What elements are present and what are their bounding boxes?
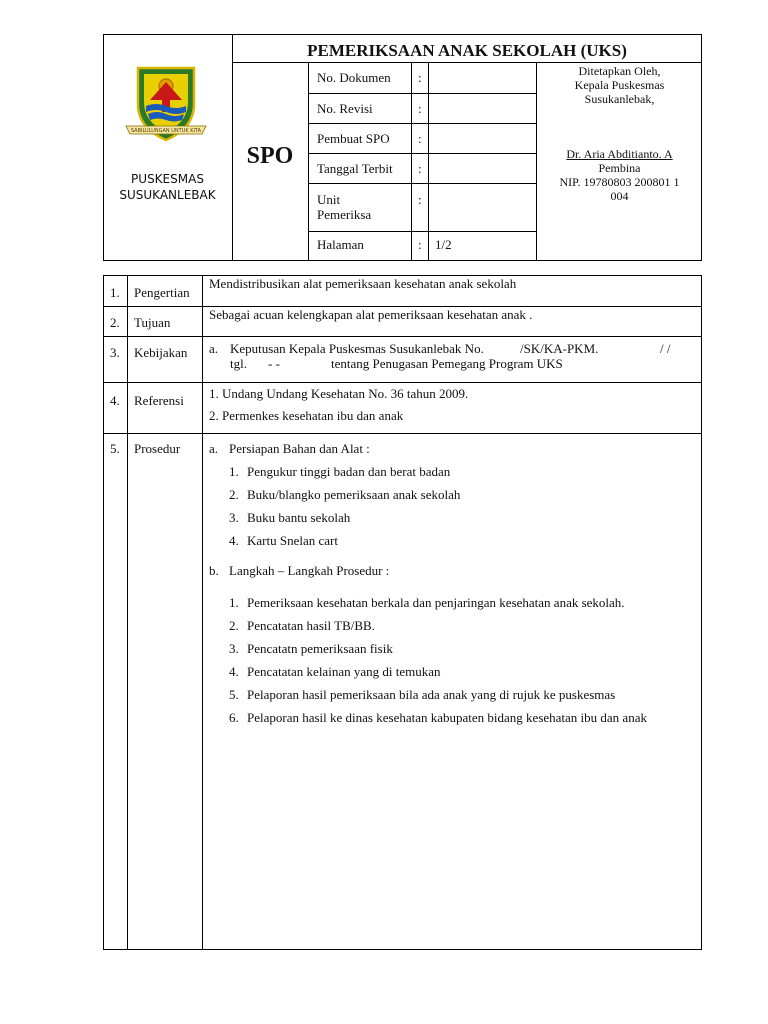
field-row-line	[308, 153, 536, 154]
field-row-line	[308, 123, 536, 124]
list-number: 3.	[229, 641, 239, 656]
row-line	[103, 433, 702, 434]
field-colon: :	[418, 131, 422, 146]
list-item: Pelaporan hasil pemeriksaan bila ada anak yang di rujuk ke puskesmas	[247, 687, 616, 702]
row-line	[103, 336, 702, 337]
kebijakan-marker: a.	[209, 341, 219, 356]
section-number: 2.	[110, 315, 120, 330]
section-label-prosedur: Prosedur	[134, 441, 181, 456]
section-number: 3.	[110, 345, 120, 360]
org-name-line2: SUSUKANLEBAK	[119, 188, 216, 202]
kebijakan-tgl: tgl.	[230, 356, 247, 371]
field-label-tanggal-terbit: Tanggal Terbit	[317, 161, 393, 176]
list-item: Kartu Snelan cart	[247, 533, 338, 548]
list-number: 2.	[229, 487, 239, 502]
kebijakan-line1: Keputusan Kepala Puskesmas Susukanlebak No.	[230, 341, 484, 356]
referensi-item-2: 2. Permenkes kesehatan ibu dan anak	[209, 408, 404, 423]
approval-line1: Ditetapkan Oleh,	[578, 64, 661, 78]
list-item: Pencatatan kelainan yang di temukan	[247, 664, 441, 679]
tujuan-text: Sebagai acuan kelengkapan alat pemeriksaan kesehatan anak .	[209, 307, 533, 322]
list-item: Buku bantu sekolah	[247, 510, 351, 525]
field-colon: :	[418, 101, 422, 116]
num-col-divider	[127, 275, 128, 950]
section-label-referensi: Referensi	[134, 393, 184, 408]
signatory-rank: Pembina	[598, 161, 641, 175]
field-label-no-dokumen: No. Dokumen	[317, 70, 391, 85]
list-number: 3.	[229, 510, 239, 525]
list-item: Buku/blangko pemeriksaan anak sekolah	[247, 487, 461, 502]
district-emblem-icon	[124, 60, 208, 144]
field-row-line	[308, 183, 536, 184]
kebijakan-code: /SK/KA-PKM.	[520, 341, 599, 356]
list-number: 4.	[229, 664, 239, 679]
list-number: 5.	[229, 687, 239, 702]
pengertian-text: Mendistribusikan alat pemeriksaan kesehatan anak sekolah	[209, 276, 517, 291]
field-colon: :	[418, 192, 422, 207]
spo-label: SPO	[246, 143, 294, 169]
list-item: Pemeriksaan kesehatan berkala dan penjaringan kesehatan anak sekolah.	[247, 595, 625, 610]
field-row-line	[308, 93, 536, 94]
prosedur-b-marker: b.	[209, 563, 219, 578]
label-col-divider	[202, 275, 203, 950]
list-number: 1.	[229, 464, 239, 479]
field-colon: :	[418, 237, 422, 252]
section-label-kebijakan: Kebijakan	[134, 345, 188, 360]
row-line	[103, 382, 702, 383]
signatory-nip-cont: 004	[610, 189, 629, 203]
list-item: Pencatatn pemeriksaan fisik	[247, 641, 393, 656]
section-label-tujuan: Tujuan	[134, 315, 171, 330]
list-number: 2.	[229, 618, 239, 633]
kebijakan-line2: tentang Penugasan Pemegang Program UKS	[331, 356, 563, 371]
title-divider	[232, 62, 702, 63]
kebijakan-dashes: - -	[268, 356, 280, 371]
list-number: 1.	[229, 595, 239, 610]
list-item: Pengukur tinggi badan dan berat badan	[247, 464, 451, 479]
prosedur-a-marker: a.	[209, 441, 219, 456]
prosedur-a-title: Persiapan Bahan dan Alat :	[229, 441, 370, 456]
section-number: 5.	[110, 441, 120, 456]
section-number: 4.	[110, 393, 120, 408]
prosedur-b-title: Langkah – Langkah Prosedur :	[229, 563, 390, 578]
approval-line3: Susukanlebak,	[584, 92, 655, 106]
logo-motto: SABILULUNGAN UNTUK KITA	[130, 128, 202, 134]
org-name-line1: PUSKESMAS	[131, 172, 204, 186]
list-number: 6.	[229, 710, 239, 725]
list-item: Pencatatan hasil TB/BB.	[247, 618, 375, 633]
field-row-line	[308, 231, 536, 232]
content-table	[103, 275, 702, 950]
field-label-pembuat-spo: Pembuat SPO	[317, 131, 390, 146]
approval-line2: Kepala Puskesmas	[574, 78, 665, 92]
field-label-pemeriksa: Pemeriksa	[317, 207, 372, 222]
signatory-name: Dr. Aria Abditianto. A	[566, 147, 673, 161]
field-colon: :	[418, 161, 422, 176]
referensi-item-1: 1. Undang Undang Kesehatan No. 36 tahun 2009.	[209, 386, 469, 401]
field-label-no-revisi: No. Revisi	[317, 101, 373, 116]
list-item: Pelaporan hasil ke dinas kesehatan kabupaten bidang kesehatan ibu dan anak	[247, 710, 647, 725]
section-label-pengertian: Pengertian	[134, 285, 190, 300]
field-colon: :	[418, 70, 422, 85]
list-number: 4.	[229, 533, 239, 548]
field-label-unit: Unit	[317, 192, 341, 207]
kebijakan-slashes: / /	[660, 341, 671, 356]
field-label-halaman: Halaman	[317, 237, 364, 252]
field-value-halaman: 1/2	[435, 237, 452, 252]
signatory-nip: NIP. 19780803 200801 1	[559, 175, 680, 189]
section-number: 1.	[110, 285, 120, 300]
page-title: PEMERIKSAAN ANAK SEKOLAH (UKS)	[307, 41, 627, 60]
